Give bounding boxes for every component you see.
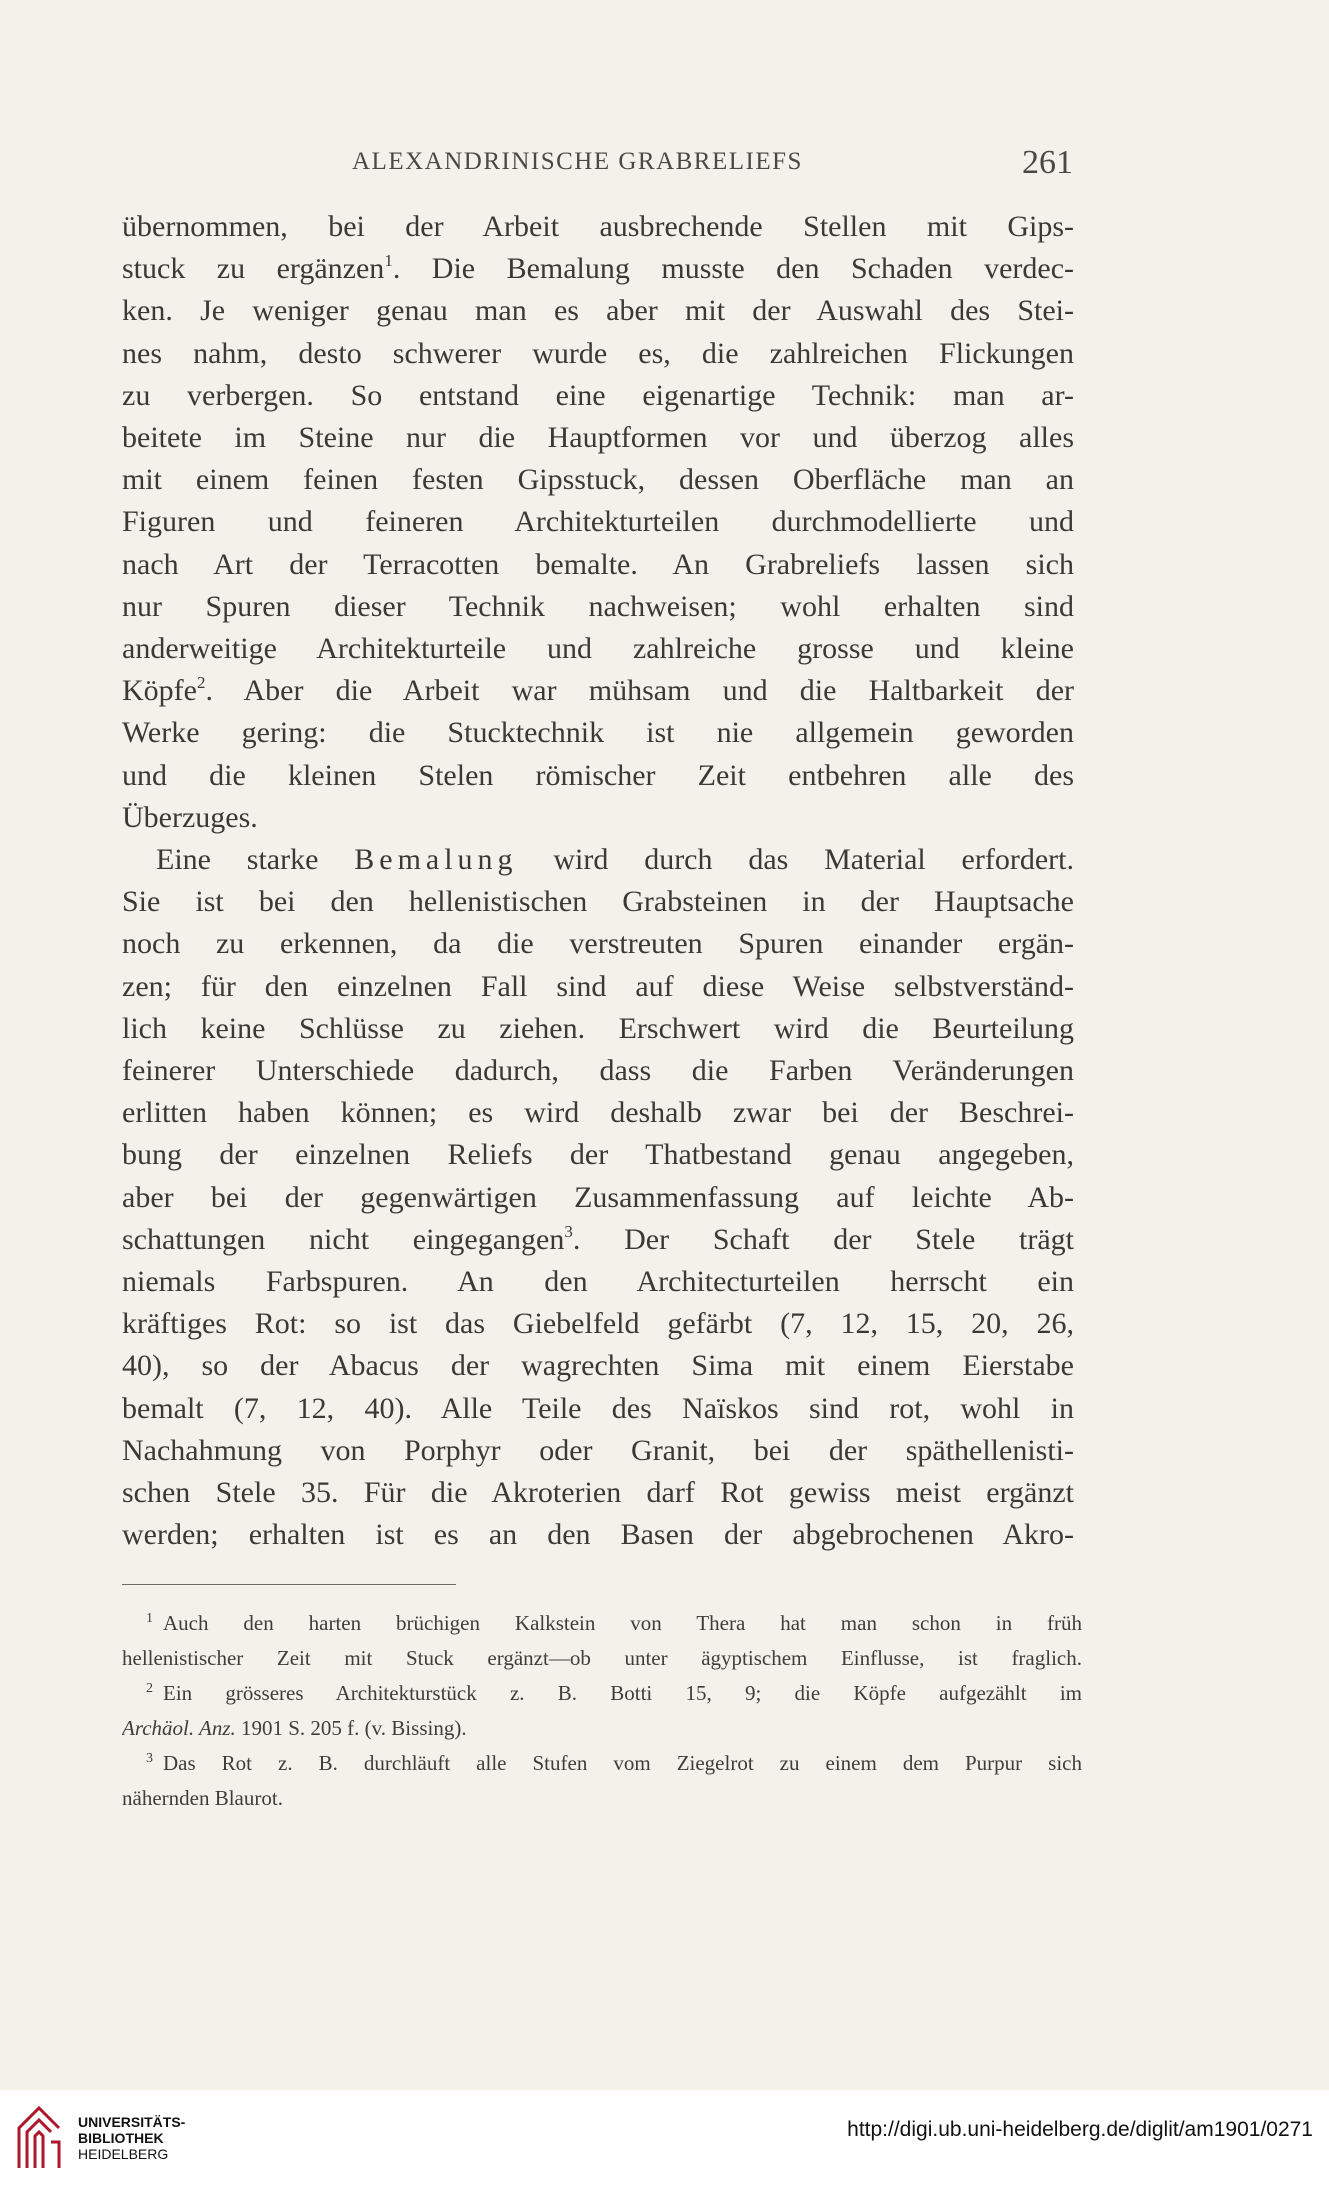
text-line: 40), so der Abacus der wagrechten Sima mit einem Eierstabe bbox=[122, 1349, 1074, 1383]
text-line: Überzuges. bbox=[122, 800, 258, 834]
main-text bbox=[122, 206, 1074, 1557]
text-line: niemals Farbspuren. An den Architecturteilen herrscht ein bbox=[122, 1265, 1074, 1299]
text-line: schen Stele 35. Für die Akroterien darf Rot gewiss meist ergänzt bbox=[122, 1476, 1074, 1510]
text-line: bung der einzelnen Reliefs der Thatbestand genau angegeben, bbox=[122, 1138, 1074, 1172]
footnote-ref[interactable]: 3 bbox=[564, 1221, 573, 1241]
footnote-2: $^2$ Ein grösseres Architekturstück z. B. Botti 15, 9; die Köpfe aufgezählt im bbox=[146, 1681, 1082, 1705]
text-line: noch zu erkennen, da die verstreuten Spuren einander ergän- bbox=[122, 927, 1074, 961]
text-line: Nachahmung von Porphyr oder Granit, bei der späthellenisti- bbox=[122, 1433, 1074, 1467]
text-line: Köpfe$^2$. Aber die Arbeit war mühsam und die Haltbarkeit der bbox=[122, 673, 1074, 708]
footnote-3-cont: nähernden Blaurot. bbox=[122, 1786, 283, 1810]
text-line: stuck zu ergänzen$^1$. Die Bemalung musste den Schaden verdec- bbox=[122, 251, 1074, 286]
text-line: kräftiges Rot: so ist das Giebelfeld gefärbt (7, 12, 15, 20, 26, bbox=[122, 1307, 1074, 1341]
source-url-link[interactable]: http://digi.ub.uni-heidelberg.de/diglit/am1901/0271 bbox=[847, 2118, 1313, 2141]
text-line: Sie ist bei den hellenistischen Grabsteinen in der Hauptsache bbox=[122, 885, 1074, 919]
heidelberg-library-logo-icon[interactable] bbox=[14, 2102, 64, 2172]
text-line: übernommen, bei der Arbeit ausbrechende Stellen mit Gips- bbox=[122, 210, 1074, 243]
footnote-2-cont: Archäol. Anz. 1901 S. 205 f. (v. Bissing). bbox=[122, 1716, 467, 1740]
text-line: ken. Je weniger genau man es aber mit der Auswahl des Stei- bbox=[122, 294, 1074, 328]
library-name: UNIVERSITÄTS- BIBLIOTHEK HEIDELBERG bbox=[78, 2114, 186, 2162]
text-line: aber bei der gegenwärtigen Zusammenfassung auf leichte Ab- bbox=[122, 1180, 1074, 1214]
text-line: nes nahm, desto schwerer wurde es, die zahlreichen Flickungen bbox=[122, 336, 1074, 370]
text-line: Werke gering: die Stucktechnik ist nie allgemein geworden bbox=[122, 716, 1074, 750]
text-line: und die kleinen Stelen römischer Zeit entbehren alle des bbox=[122, 758, 1074, 792]
text-line: Figuren und feineren Architekturteilen durchmodellierte und bbox=[122, 505, 1074, 539]
footnote-1-cont: hellenistischer Zeit mit Stuck ergänzt—ob unter ägyptischem Einflusse, ist fraglich. bbox=[122, 1646, 1082, 1670]
text-line: beitete im Steine nur die Hauptformen vor und überzog alles bbox=[122, 421, 1074, 455]
footnote-divider bbox=[122, 1584, 456, 1585]
text-line: feinerer Unterschiede dadurch, dass die Farben Veränderungen bbox=[122, 1054, 1074, 1088]
text-line: anderweitige Architekturteile und zahlreiche grosse und kleine bbox=[122, 632, 1074, 666]
text-line: bemalt (7, 12, 40). Alle Teile des Naïskos sind rot, wohl in bbox=[122, 1391, 1074, 1425]
footnote-1: $^1$ Auch den harten brüchigen Kalkstein von Thera hat man schon in früh bbox=[146, 1611, 1082, 1635]
footnote-ref[interactable]: 1 bbox=[384, 251, 393, 271]
footnote-3: $^3$ Das Rot z. B. durchläuft alle Stufen vom Ziegelrot zu einem dem Purpur sich bbox=[146, 1751, 1082, 1775]
page-number: 261 bbox=[1022, 144, 1073, 181]
text-line: nur Spuren dieser Technik nachweisen; wohl erhalten sind bbox=[122, 589, 1074, 623]
text-line: nach Art der Terracotten bemalte. An Grabreliefs lassen sich bbox=[122, 547, 1074, 581]
text-line: Eine starke Bemalung wird durch das Material erfordert. bbox=[156, 843, 1074, 877]
running-title: ALEXANDRINISCHE GRABRELIEFS bbox=[352, 148, 803, 175]
text-line: lich keine Schlüsse zu ziehen. Erschwert wird die Beurteilung bbox=[122, 1011, 1074, 1045]
footnotes bbox=[122, 1606, 1082, 1816]
text-line: erlitten haben können; es wird deshalb zwar bei der Beschrei- bbox=[122, 1096, 1074, 1130]
text-line: zu verbergen. So entstand eine eigenartige Technik: man ar- bbox=[122, 378, 1074, 412]
text-line: schattungen nicht eingegangen$^3$. Der Schaft der Stele trägt bbox=[122, 1221, 1074, 1256]
footnote-ref[interactable]: 2 bbox=[196, 673, 206, 693]
text-line: werden; erhalten ist es an den Basen der abgebrochenen Akro- bbox=[122, 1518, 1074, 1552]
emphasized-word: Bemalung bbox=[354, 843, 518, 877]
text-line: mit einem feinen festen Gipsstuck, dessen Oberfläche man an bbox=[122, 463, 1074, 497]
text-line: zen; für den einzelnen Fall sind auf diese Weise selbstverständ- bbox=[122, 969, 1074, 1003]
